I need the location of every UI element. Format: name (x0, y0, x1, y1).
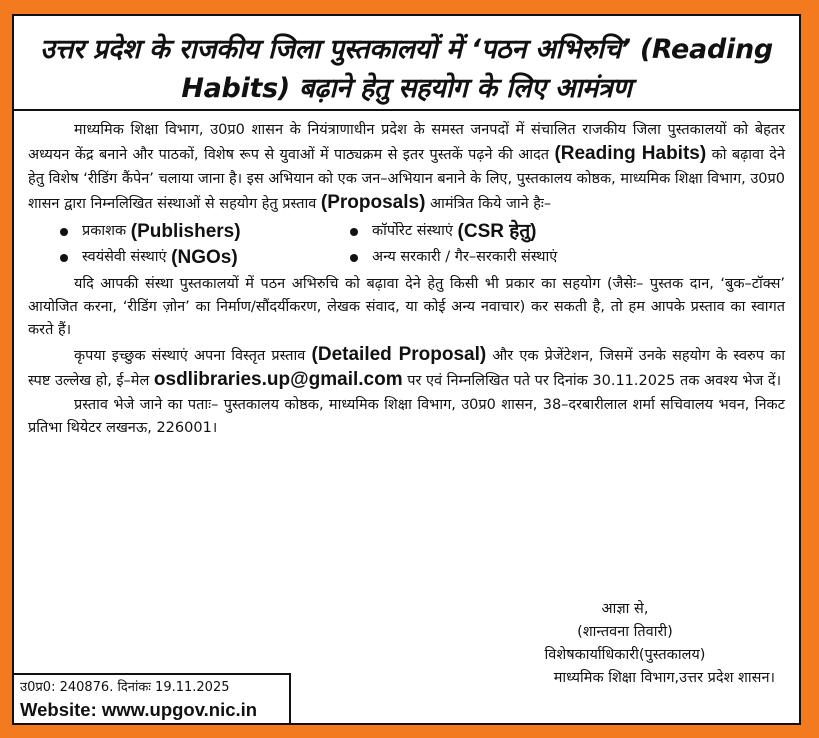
reference-box (14, 673, 291, 723)
footer-area (14, 598, 799, 723)
bullet-icon (60, 228, 68, 236)
address-paragraph: प्रस्ताव भेजे जाने का पताः– पुस्तकालय कोष्ठक, माध्यमिक शिक्षा विभाग, उ0प्र0 शासन, 38–दरबारीलाल शर्मा सचिवालय भवन, निकट प्रतिभा थियेटर लखनऊ, 226001। (28, 396, 785, 437)
bullet-icon (60, 254, 68, 262)
bullet-icon (350, 254, 358, 262)
notice-body (14, 111, 799, 440)
signoff-designation: विशेषकार्याधिकारी(पुस्तकालय) (544, 647, 706, 663)
list-row (60, 245, 785, 271)
bullet-icon (350, 228, 358, 236)
intro-text-2: को बढ़ावा देने हेतु विशेष ‘रीडिंग कैंपेन’ चलाया जाना है। इस अभियान को एक जन–अभियान बनाने के लिए, पुस्तकालय कोष्ठक, माध्यमिक शिक्षा विभाग, उ0प्र0 शासन द्वारा निम्नलिखित संस्थाओं से सहयोग हेतु प्रस्ताव (28, 147, 785, 213)
list-item-ngos: स्वयंसेवी संस्थाएं (NGOs) (60, 246, 350, 269)
website-link[interactable]: Website: www.upgov.nic.in (20, 699, 258, 720)
reference-number: उ0प्र0: 240876. दिनांकः 19.11.2025 (20, 680, 230, 695)
signoff-by-order: आज्ञा से, (601, 601, 649, 617)
signoff-block (475, 598, 775, 690)
institution-list (60, 219, 785, 271)
title-line-1: उत्तर प्रदेश के राजकीय जिला पुस्तकालयों में ‘पठन अभिरुचि’ (Reading (40, 34, 773, 65)
title-line-2: Habits) बढ़ाने हेतु सहयोग के लिए आमंत्रण (181, 73, 632, 104)
list-item-other-govt: अन्य सरकारी / गैर–सरकारी संस्थाएं (350, 246, 557, 269)
signoff-name: (शान्तवना तिवारी) (577, 624, 673, 640)
proposal-paragraph: कृपया इच्छुक संस्थाएं अपना विस्तृत प्रस्ताव (Detailed Proposal) और एक प्रेजेंटेशन, जिसमें उनके सहयोग के स्वरुप का स्पष्ट उल्लेख हो, ई–मेल osdlibraries.up@gmail.com पर एवं निम्नलिखित पते पर दिनांक 30.11.2025 तक अवश्य भेज दें। (28, 343, 786, 391)
list-item-corporate: कॉर्पोरेट संस्थाएं (CSR हेतु) (350, 220, 537, 243)
support-paragraph: यदि आपकी संस्था पुस्तकालयों में पठन अभिरुचि को बढ़ावा देने हेतु किसी भी प्रकार का सहयोग (जैसेः– पुस्तक दान, ‘बुक–टॉक्स’ आयोजित करना, ‘रीडिंग ज़ोन’ का निर्माण/सौंदर्यीकरण, लेखक संवाद, या कोई अन्य नवाचार) कर सकती है, तो हम आपके प्रस्ताव का स्वागत करते हैं। (28, 275, 785, 339)
intro-text-3: आमंत्रित किये जाने हैः– (430, 196, 552, 213)
detailed-proposal-term: (Detailed Proposal) (311, 343, 487, 365)
list-row (60, 219, 785, 245)
notice-title (14, 16, 799, 111)
signoff-department: माध्यमिक शिक्षा विभाग,उत्तर प्रदेश शासन। (553, 670, 775, 686)
intro-text-1: माध्यमिक शिक्षा विभाग, उ0प्र0 शासन के नियंत्राणाधीन प्रदेश के समस्त जनपदों में संचालित राजकीय जिला पुस्तकालयों को बेहतर अध्ययन केंद्र बनाने और पाठकों, विशेष रूप से युवाओं में पाठ्यक्रम से इतर पुस्तकें पढ़ने की आदत (28, 122, 785, 164)
reading-habits-term: (Reading Habits) (554, 143, 707, 165)
intro-paragraph (28, 119, 785, 217)
notice-frame (12, 14, 801, 725)
list-item-publishers: प्रकाशक (Publishers) (60, 220, 350, 243)
proposals-term: (Proposals) (320, 192, 426, 214)
email-address[interactable]: osdlibraries.up@gmail.com (153, 369, 403, 391)
